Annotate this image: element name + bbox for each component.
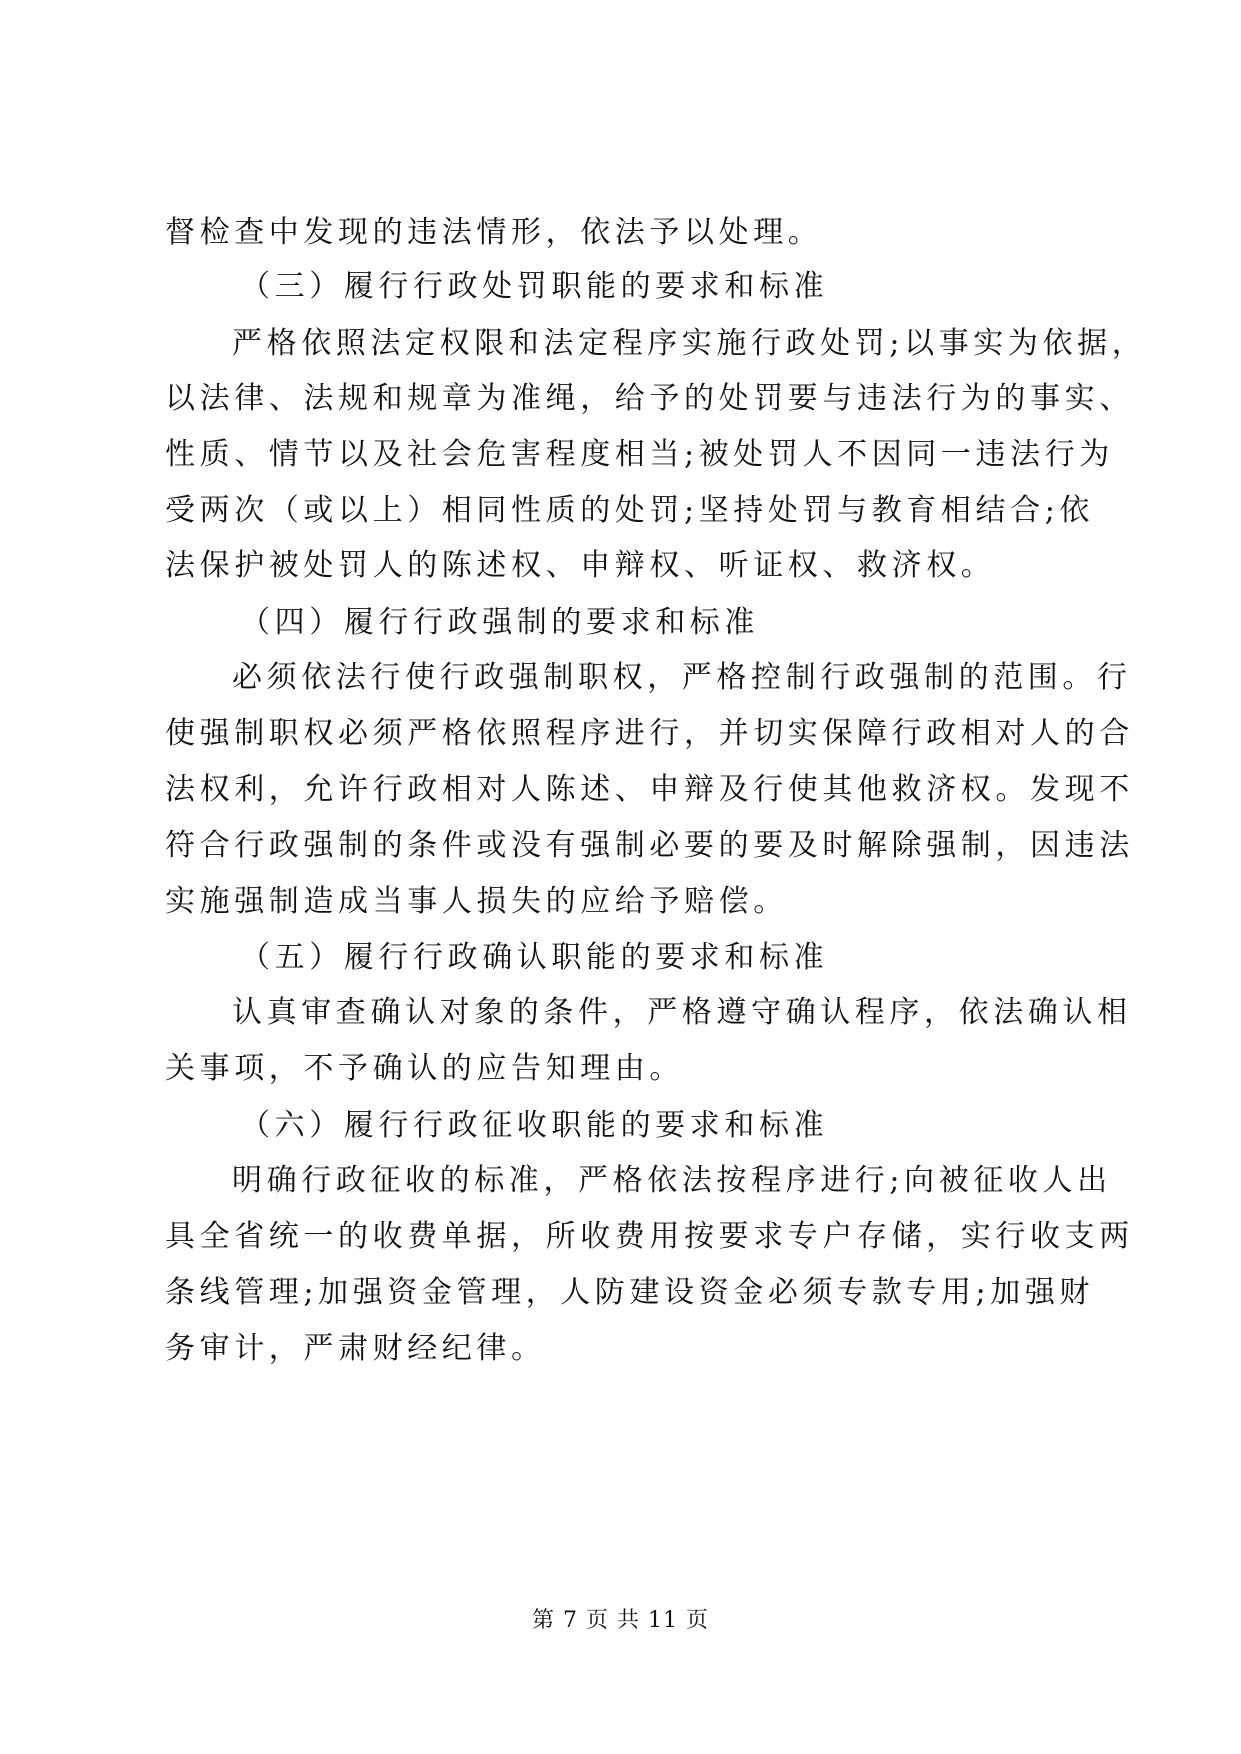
body-line: 实施强制造成当事人损失的应给予赔偿。 — [165, 884, 788, 919]
body-line: 具全省统一的收费单据，所收费用按要求专户存储，实行收支两 — [165, 1219, 1134, 1254]
body-line: 务审计，严肃财经纪律。 — [165, 1331, 546, 1366]
section-heading-5: （五）履行行政确认职能的要求和标准 — [240, 940, 829, 975]
section-heading-6: （六）履行行政征收职能的要求和标准 — [240, 1108, 829, 1143]
body-line: 法权利，允许行政相对人陈述、申辩及行使其他救济权。发现不 — [165, 772, 1134, 807]
body-line: 明确行政征收的标准，严格依法按程序进行;向被征收人出 — [232, 1163, 1112, 1198]
body-line: 受两次（或以上）相同性质的处罚;坚持处罚与教育相结合;依 — [165, 493, 1095, 528]
body-line: 认真审查确认对象的条件，严格遵守确认程序，依法确认相 — [232, 995, 1132, 1030]
body-line: 以法律、法规和规章为准绳，给予的处罚要与违法行为的事实、 — [165, 381, 1134, 416]
body-line: 严格依照法定权限和法定程序实施行政处罚;以事实为依据， — [232, 326, 1147, 361]
section-heading-3: （三）履行行政处罚职能的要求和标准 — [240, 269, 829, 304]
page-number-footer: 第 7 页 共 11 页 — [532, 1608, 709, 1633]
body-line: 督检查中发现的违法情形，依法予以处理。 — [165, 215, 823, 250]
body-line: 必须依法行使行政强制职权，严格控制行政强制的范围。行 — [232, 660, 1132, 695]
body-line: 符合行政强制的条件或没有强制必要的要及时解除强制，因违法 — [165, 828, 1134, 863]
body-line: 法保护被处罚人的陈述权、申辩权、听证权、救济权。 — [165, 548, 996, 583]
body-line: 条线管理;加强资金管理，人防建设资金必须专款专用;加强财 — [165, 1275, 1095, 1310]
section-heading-4: （四）履行行政强制的要求和标准 — [240, 605, 759, 640]
body-line: 性质、情节以及社会危害程度相当;被处罚人不因同一违法行为 — [165, 437, 1114, 472]
body-line: 关事项，不予确认的应告知理由。 — [165, 1051, 684, 1086]
body-line: 使强制职权必须严格依照程序进行，并切实保障行政相对人的合 — [165, 716, 1134, 751]
